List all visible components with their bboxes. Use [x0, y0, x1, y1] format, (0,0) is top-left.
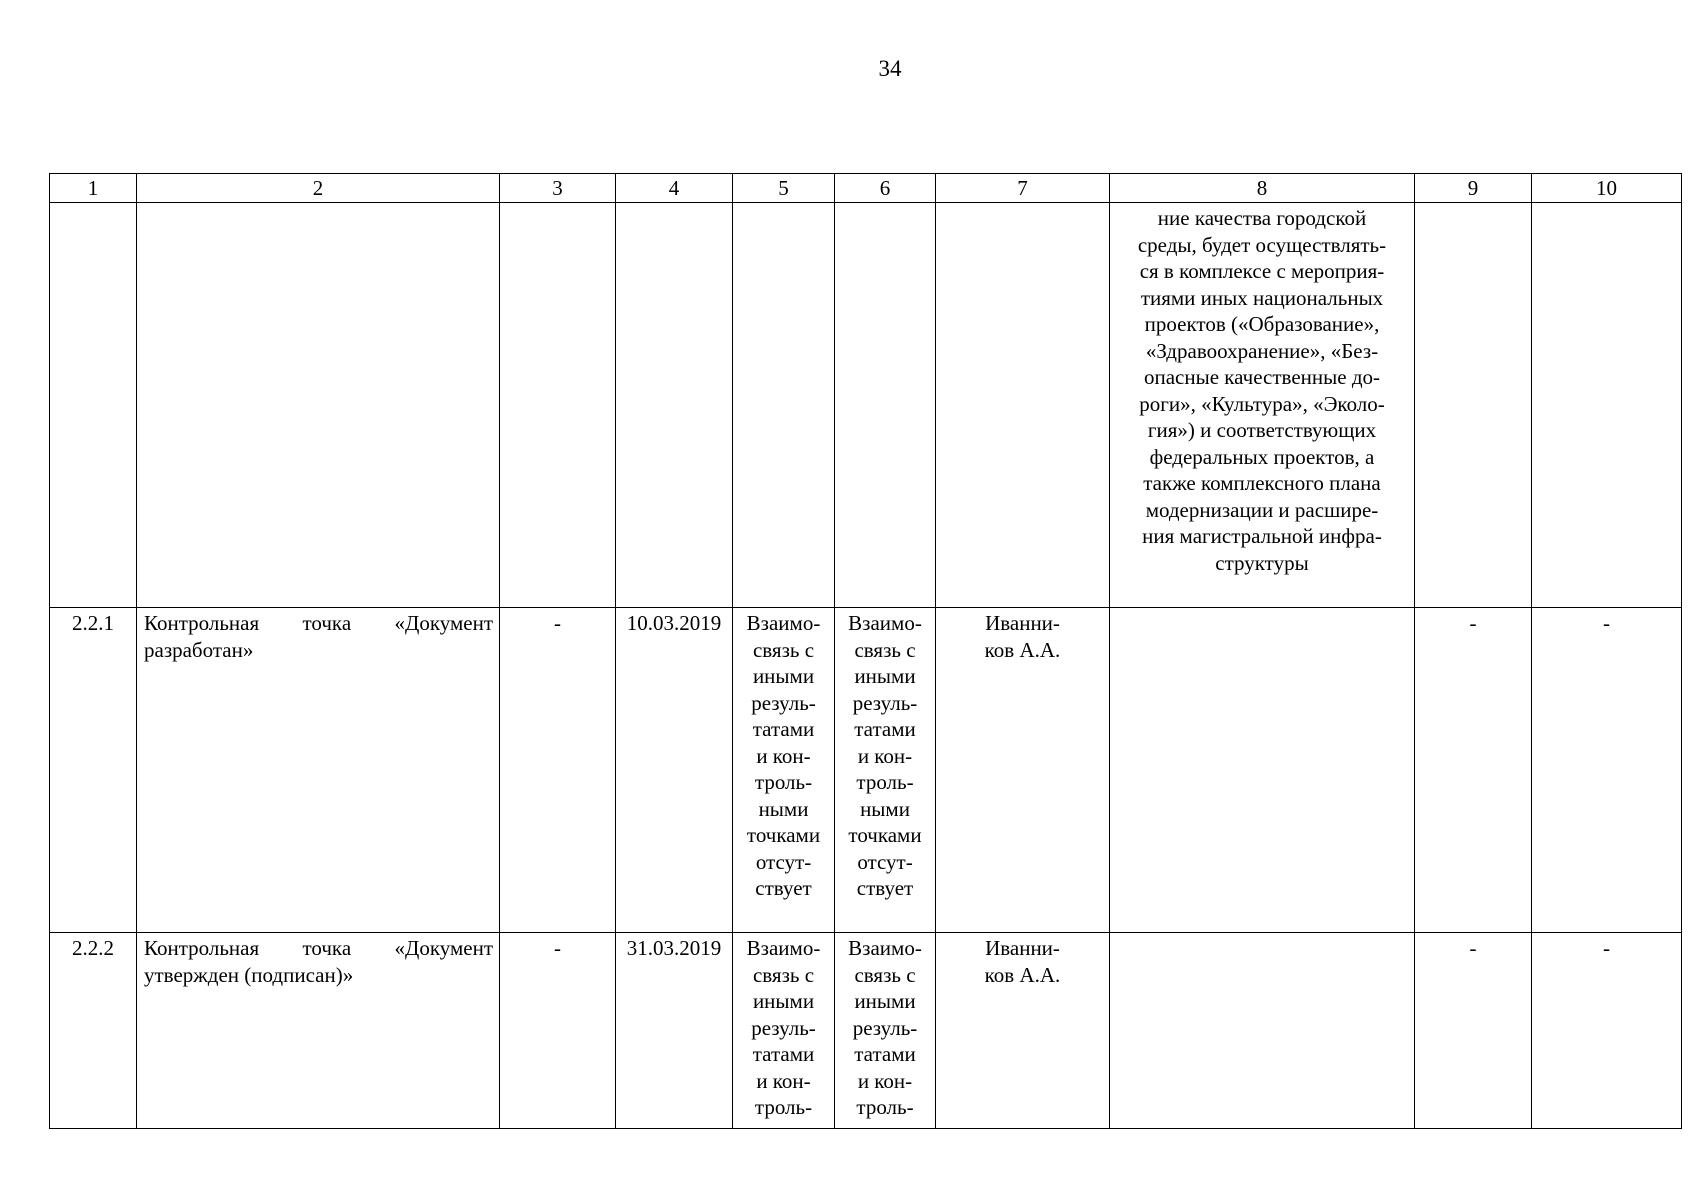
- plan-table: [49, 173, 1682, 1129]
- header-col-9: 9: [1415, 174, 1532, 203]
- row-responsible: [936, 933, 1110, 1129]
- relation-line: связь с: [752, 637, 815, 662]
- relation-line: отсут-: [857, 849, 913, 874]
- row-col3: -: [500, 608, 616, 933]
- relation-line: точками: [848, 823, 922, 847]
- header-col-3: 3: [500, 174, 616, 203]
- relation-line: резуль-: [751, 1015, 816, 1040]
- row-relation-results: [733, 608, 835, 933]
- continuation-text-line: ние качества городской: [1157, 206, 1367, 230]
- relation-line: иными: [752, 664, 815, 688]
- row-relation-checkpoints: [835, 608, 936, 933]
- relation-line: связь с: [854, 637, 916, 662]
- responsible-line: Иванни-: [985, 611, 1060, 635]
- continuation-text-line: роги», «Культура», «Эколо-: [1139, 391, 1385, 416]
- cell-empty: [835, 203, 936, 608]
- relation-line: отсут-: [755, 849, 812, 874]
- header-col-2: 2: [137, 174, 500, 203]
- header-col-10: 10: [1532, 174, 1682, 203]
- relation-line: и кон-: [756, 743, 811, 768]
- relation-line: и кон-: [857, 1068, 913, 1093]
- cell-empty: [1415, 203, 1532, 608]
- relation-line: резуль-: [852, 690, 918, 715]
- row-col10: -: [1532, 933, 1682, 1129]
- relation-line: ными: [860, 796, 910, 821]
- cell-empty: [733, 203, 835, 608]
- relation-line: Взаимо-: [848, 611, 922, 635]
- header-col-5: 5: [733, 174, 835, 203]
- relation-line: троль-: [856, 770, 914, 794]
- continuation-text-line: тиями иных национальных: [1140, 285, 1384, 310]
- continuation-text-line: также комплексного плана: [1143, 471, 1381, 495]
- relation-line: иными: [752, 989, 815, 1013]
- header-col-1: 1: [50, 174, 137, 203]
- relation-line: татами: [752, 717, 815, 741]
- relation-line: резуль-: [852, 1015, 918, 1040]
- relation-line: и кон-: [857, 743, 913, 768]
- header-col-7: 7: [936, 174, 1110, 203]
- table-row: [50, 933, 1682, 1129]
- relation-line: ными: [758, 796, 809, 821]
- relation-line: связь с: [752, 962, 815, 987]
- relation-line: татами: [854, 1042, 916, 1066]
- relation-line: татами: [854, 717, 916, 741]
- row-name: Контрольная точка «Документ утвержден (подписан)»: [137, 933, 500, 1129]
- continuation-text-line: структуры: [1215, 550, 1309, 575]
- responsible-line: ков А.А.: [984, 962, 1061, 987]
- relation-line: троль-: [856, 1095, 914, 1119]
- continuation-text-line: федеральных проектов, а: [1149, 444, 1375, 469]
- relation-line: иными: [854, 664, 916, 688]
- relation-line: троль-: [754, 1095, 813, 1119]
- continuation-text-line: модернизации и расшире-: [1145, 497, 1379, 522]
- relation-line: Взаимо-: [746, 611, 821, 635]
- row-col10: -: [1532, 608, 1682, 933]
- row-col8: [1110, 608, 1415, 933]
- cell-empty: [616, 203, 733, 608]
- row-date: 31.03.2019: [616, 933, 733, 1129]
- relation-line: троль-: [754, 770, 813, 794]
- row-name: Контрольная точка «Документ разработан»: [137, 608, 500, 933]
- continuation-text-line: ся в комплексе с мероприя-: [1139, 259, 1385, 283]
- relation-line: связь с: [854, 962, 916, 987]
- continuation-text-line: ния магистральной инфра-: [1142, 524, 1382, 548]
- header-col-8: 8: [1110, 174, 1415, 203]
- relation-line: точками: [746, 823, 821, 847]
- row-col8: [1110, 933, 1415, 1129]
- header-row: [50, 174, 1682, 203]
- relation-line: резуль-: [751, 690, 816, 715]
- relation-line: татами: [752, 1042, 815, 1066]
- continuation-text-line: «Здравоохранение», «Без-: [1145, 338, 1379, 363]
- row-date: 10.03.2019: [616, 608, 733, 933]
- row-col9: -: [1415, 933, 1532, 1129]
- row-col9: -: [1415, 608, 1532, 933]
- relation-line: и кон-: [756, 1068, 811, 1093]
- cell-empty: [500, 203, 616, 608]
- row-number: 2.2.1: [50, 608, 137, 933]
- continuation-text-cell: [1110, 203, 1415, 608]
- cell-empty: [50, 203, 137, 608]
- table-row: [50, 608, 1682, 933]
- page-number: 34: [878, 56, 902, 81]
- row-responsible: [936, 608, 1110, 933]
- row-number: 2.2.2: [50, 933, 137, 1129]
- cell-empty: [936, 203, 1110, 608]
- header-col-6: 6: [835, 174, 936, 203]
- cell-empty: [1532, 203, 1682, 608]
- responsible-line: ков А.А.: [984, 637, 1061, 662]
- relation-line: Взаимо-: [746, 936, 821, 960]
- continuation-text-line: среды, будет осуществлять-: [1137, 232, 1387, 257]
- continuation-text-line: проектов («Образование»,: [1144, 312, 1380, 336]
- continuation-text-line: опасные качественные до-: [1143, 365, 1380, 389]
- relation-line: ствует: [856, 876, 914, 900]
- continuation-text-line: гия») и соответствующих: [1147, 418, 1377, 442]
- relation-line: иными: [854, 989, 916, 1013]
- cell-empty: [137, 203, 500, 608]
- row-relation-checkpoints: [835, 933, 936, 1129]
- header-col-4: 4: [616, 174, 733, 203]
- table-row-continuation: [50, 203, 1682, 608]
- relation-line: Взаимо-: [848, 936, 922, 960]
- row-col3: -: [500, 933, 616, 1129]
- responsible-line: Иванни-: [985, 936, 1060, 960]
- row-relation-results: [733, 933, 835, 1129]
- relation-line: ствует: [755, 876, 812, 900]
